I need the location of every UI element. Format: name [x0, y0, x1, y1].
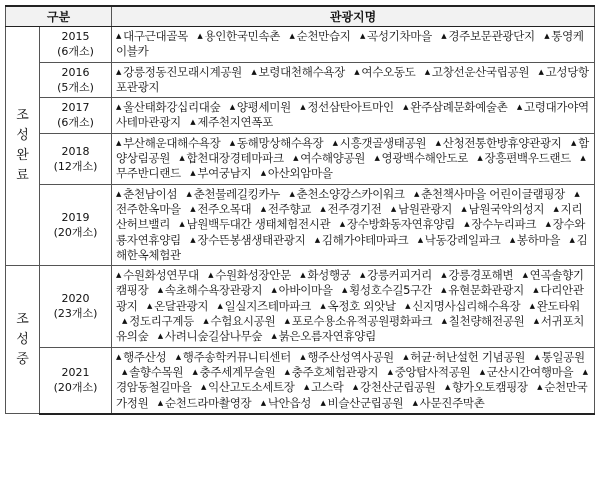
status-cell [6, 266, 40, 414]
site-item: ▲ 무주반디랜드 [116, 151, 587, 180]
site-item: ▲ 행주산성역사공원 [300, 350, 394, 364]
site-item: ▲ 충주세계무술원 [193, 365, 276, 379]
site-item: ▲ 정선삼탄아트마인 [300, 100, 394, 114]
site-item: ▲ 용인한국민속촌 [197, 29, 280, 43]
site-item: ▲ 전주경기전 [320, 202, 381, 216]
status-char: 조 [16, 311, 29, 327]
table-row [6, 62, 595, 98]
header-sites: 관광지명 [112, 6, 595, 27]
site-item: ▲ 산청전통한방휴양관광지 [436, 136, 562, 150]
site-item: ▲ 횡성호수길5구간 [342, 283, 432, 297]
site-item: ▲ 순천만습지 [289, 29, 350, 43]
site-item: ▲ 군산시간여행마을 [480, 365, 574, 379]
site-item: ▲ 다리안관광지 [116, 283, 584, 312]
year-label: 2016 [61, 65, 90, 79]
site-count: (6개소) [57, 116, 94, 130]
site-item: ▲ 전주한옥마을 [116, 187, 581, 216]
site-item: ▲ 춘천남이섬 [116, 187, 177, 201]
site-item: ▲ 낙안읍성 [261, 396, 311, 410]
site-item: ▲ 장수와룡자연휴양림 [116, 217, 585, 246]
year-label: 2020 [61, 292, 90, 306]
site-item: ▲ 시흥갯골생태공원 [333, 136, 427, 150]
table-body [6, 27, 595, 414]
year-cell [40, 184, 112, 265]
table-row [6, 133, 595, 184]
site-item: ▲ 충주호체험관광지 [285, 365, 379, 379]
site-item: ▲ 솔향수목원 [122, 365, 183, 379]
sites-cell [112, 62, 595, 98]
site-item: ▲ 일실지즈테마파크 [217, 299, 311, 313]
site-item: ▲ 사문진주막촌 [413, 396, 485, 410]
site-item: ▲ 장수누리파크 [464, 217, 536, 231]
site-item: ▲ 화성행궁 [300, 268, 350, 282]
site-item: ▲ 장흥편백우드랜드 [477, 151, 571, 165]
site-item: ▲ 통영케이블카 [116, 29, 584, 58]
site-item: ▲ 행주송학커뮤니티센터 [176, 350, 291, 364]
site-item: ▲ 곡성기차마을 [360, 29, 432, 43]
year-label: 2017 [61, 101, 90, 115]
site-item: ▲ 아바이마을 [272, 283, 333, 297]
site-count: (20개소) [53, 381, 98, 395]
year-label: 2018 [61, 144, 90, 158]
year-cell [40, 27, 112, 63]
site-item: ▲ 여수오동도 [354, 65, 415, 79]
year-label: 2021 [61, 366, 90, 380]
site-item: ▲ 강릉커피거리 [360, 268, 432, 282]
site-item: ▲ 춘천소양강스카이워크 [289, 187, 404, 201]
status-cell [6, 27, 40, 266]
site-item: ▲ 지리산허브밸리 [116, 202, 582, 231]
site-item: ▲ 유현문화관광지 [441, 283, 524, 297]
site-item: ▲ 칠천량해전공원 [442, 314, 525, 328]
site-item: ▲ 대구근대골목 [116, 29, 188, 43]
site-item: ▲ 통일공원 [534, 350, 584, 364]
site-item: ▲ 강천산군립공원 [353, 380, 436, 394]
site-item: ▲ 고창선운산국립공원 [425, 65, 529, 79]
site-item: ▲ 포로수용소유적공원평화파크 [285, 314, 433, 328]
year-cell [40, 347, 112, 414]
site-count: (23개소) [53, 307, 98, 321]
site-count: (20개소) [53, 225, 98, 239]
year-cell [40, 266, 112, 347]
table-row [6, 266, 595, 347]
site-item: ▲ 완주삼례문화예술촌 [403, 100, 507, 114]
site-item: ▲ 사려니숲길삼나무숲 [158, 329, 262, 343]
year-cell [40, 133, 112, 184]
site-item: ▲ 순천만국가정원 [116, 380, 587, 409]
year-label: 2019 [61, 210, 90, 224]
year-cell [40, 62, 112, 98]
table-row [6, 98, 595, 134]
site-item: ▲ 중앙탑사적공원 [388, 365, 471, 379]
site-item: ▲ 온달관광지 [147, 299, 208, 313]
status-char: 조 [16, 108, 29, 124]
sites-cell [112, 27, 595, 63]
site-item: ▲ 순천드라마촬영장 [158, 396, 252, 410]
site-item: ▲ 향가오토캠핑장 [445, 380, 528, 394]
sites-cell [112, 98, 595, 134]
site-item: ▲ 수원화성연무대 [116, 268, 199, 282]
year-cell [40, 98, 112, 134]
site-item: ▲ 보령대천해수욕장 [251, 65, 345, 79]
site-item: ▲ 고성당항포관광지 [116, 65, 589, 94]
site-item: ▲ 남원백두대간 생태체험전시관 [179, 217, 330, 231]
site-item: ▲ 허균·허난설헌 기념공원 [403, 350, 525, 364]
site-item: ▲ 옥정호 외앗날 [320, 299, 395, 313]
header-category: 구분 [6, 6, 112, 27]
site-count: (12개소) [53, 159, 98, 173]
site-item: ▲ 양평세미원 [230, 100, 291, 114]
site-item: ▲ 비슬산군립공원 [320, 396, 403, 410]
sites-cell [112, 133, 595, 184]
site-item: ▲ 정도리구계등 [122, 314, 194, 328]
sites-cell [112, 184, 595, 265]
site-item: ▲ 장수방화동자연휴양림 [340, 217, 455, 231]
site-item: ▲ 익산고도소세트장 [201, 380, 295, 394]
site-count: (5개소) [57, 80, 94, 94]
site-item: ▲ 여수해양공원 [293, 151, 365, 165]
table-row [6, 27, 595, 63]
site-item: ▲ 수험요시공원 [203, 314, 275, 328]
site-item: ▲ 속초해수욕장관광지 [158, 283, 262, 297]
status-char: 완 [16, 148, 29, 164]
site-item: ▲ 고령대가야역사테마관광지 [116, 100, 589, 129]
site-item: ▲ 경주보문관광단지 [441, 29, 535, 43]
site-item: ▲ 수원화성장안문 [208, 268, 291, 282]
site-item: ▲ 전주향교 [261, 202, 311, 216]
site-item: ▲ 행주산성 [116, 350, 166, 364]
site-item: ▲ 낙동강레일파크 [418, 233, 501, 247]
site-item: ▲ 춘천책사마을 어린이글램핑장 [414, 187, 565, 201]
site-item: ▲ 봉하마을 [510, 233, 560, 247]
site-item: ▲ 강릉경포해변 [441, 268, 513, 282]
table-row [6, 184, 595, 265]
site-item: ▲ 합천대장경테마파크 [179, 151, 283, 165]
status-char: 료 [16, 168, 29, 184]
site-item: ▲ 장수뜬봉샘생태관광지 [190, 233, 305, 247]
site-item: ▲ 전주오목대 [190, 202, 251, 216]
site-item: ▲ 부여궁남지 [190, 166, 251, 180]
site-item: ▲ 제주천지연폭포 [190, 115, 273, 129]
table-header-row [6, 6, 595, 27]
site-item: ▲ 완도타워 [530, 299, 580, 313]
site-item: ▲ 서귀포치유의숲 [116, 314, 584, 343]
site-item: ▲ 동해망상해수욕장 [230, 136, 324, 150]
site-item: ▲ 부산해운대해수욕장 [116, 136, 220, 150]
tourist-site-table [5, 5, 595, 415]
site-count: (6개소) [57, 45, 94, 59]
site-item: ▲ 영광백수해안도로 [374, 151, 468, 165]
site-item: ▲ 경암동철길마을 [116, 365, 590, 394]
year-label: 2015 [61, 30, 90, 44]
site-item: ▲ 함양상림공원 [116, 136, 589, 165]
site-item: ▲ 김해가야테마파크 [315, 233, 409, 247]
status-char: 성 [16, 128, 29, 144]
status-char: 성 [16, 331, 29, 347]
site-item: ▲ 아산외암마을 [261, 166, 333, 180]
site-item: ▲ 김해한옥체험관 [116, 233, 587, 262]
sites-cell [112, 266, 595, 347]
site-item: ▲ 춘천물레길킹카누 [187, 187, 281, 201]
site-item: ▲ 붉은오름자연휴양림 [272, 329, 376, 343]
site-item: ▲ 남원국악의성지 [461, 202, 544, 216]
sites-cell [112, 347, 595, 414]
site-item: ▲ 연곡솔향기캠핑장 [116, 268, 584, 297]
site-item: ▲ 남원관광지 [391, 202, 452, 216]
site-item: ▲ 강릉정동진모래시계공원 [116, 65, 242, 79]
site-item: ▲ 고스락 [304, 380, 344, 394]
status-char: 중 [16, 351, 29, 367]
site-item: ▲ 울산태화강십리대숲 [116, 100, 220, 114]
table-row [6, 347, 595, 414]
site-item: ▲ 신지명사십리해수욕장 [405, 299, 520, 313]
